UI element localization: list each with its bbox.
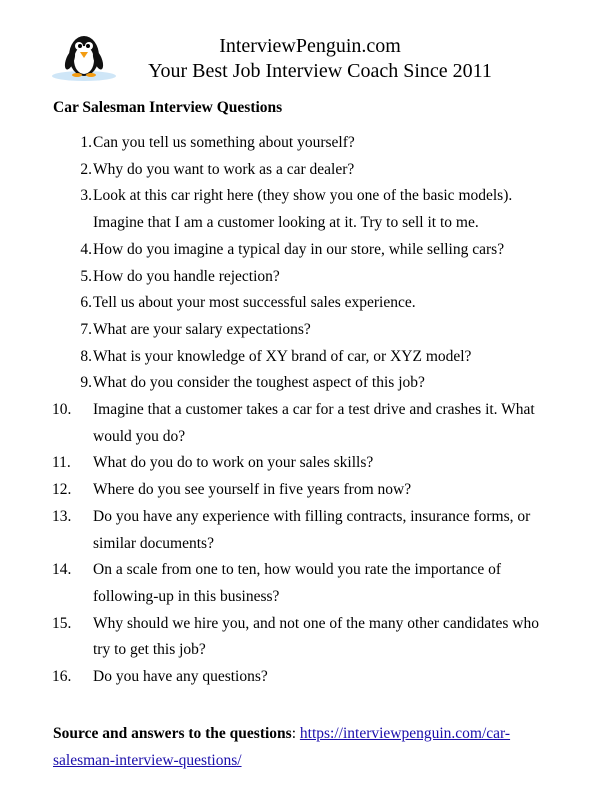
site-name: InterviewPenguin.com [219, 35, 401, 57]
source-note [53, 720, 553, 774]
question-item [53, 183, 553, 236]
question-text: Do you have any experience with filling contracts, insurance forms, or similar documents? [93, 507, 531, 552]
question-number: 12. [52, 481, 72, 499]
question-number: 15. [52, 614, 72, 632]
question-item [53, 477, 553, 504]
question-number: 4. [80, 240, 92, 258]
question-item [53, 290, 553, 317]
question-text: Do you have any questions? [93, 668, 268, 686]
question-number: 11. [52, 454, 71, 472]
question-number: 16. [52, 668, 72, 686]
question-item [53, 344, 553, 371]
question-number: 7. [80, 320, 92, 338]
question-number: 2. [80, 160, 92, 178]
question-number: 8. [80, 347, 92, 365]
question-text: Tell us about your most successful sales experience. [93, 294, 416, 312]
question-number: 1. [80, 134, 92, 151]
question-item [53, 450, 553, 477]
question-item [53, 504, 553, 557]
question-text: Where do you see yourself in five years from now? [93, 481, 412, 499]
question-number: 14. [52, 561, 72, 579]
question-item [53, 664, 553, 691]
question-text: Look at this car right here (they show you one of the basic models). Imagine that I am a customer looking at it. Try to sell it to me. [93, 187, 513, 232]
question-number: 13. [52, 507, 72, 525]
question-number: 5. [80, 267, 92, 285]
question-item [53, 370, 553, 397]
page-header [0, 0, 607, 90]
question-text: What do you do to work on your sales skills? [93, 454, 374, 472]
question-number: 9. [80, 374, 92, 392]
source-link[interactable]: https://interviewpenguin.com/car-salesman-interview-questions/ [53, 725, 511, 769]
question-item [53, 237, 553, 264]
question-text: What do you consider the toughest aspect of this job? [93, 374, 425, 392]
source-label: Source and answers to the questions [53, 725, 292, 742]
source-separator: : [291, 725, 300, 742]
question-list [53, 130, 553, 691]
question-number: 6. [80, 294, 92, 312]
question-item [53, 397, 553, 450]
question-text: Can you tell us something about yourself? [93, 134, 355, 151]
question-text: How do you handle rejection? [93, 267, 280, 285]
question-text: Why do you want to work as a car dealer? [93, 160, 355, 178]
question-item [53, 317, 553, 344]
question-number: 3. [80, 187, 92, 205]
question-text: What is your knowledge of XY brand of car, or XYZ model? [93, 347, 472, 365]
question-item [53, 264, 553, 291]
question-text: On a scale from one to ten, how would you rate the importance of following-up in this business? [93, 561, 502, 605]
question-text: What are your salary expectations? [93, 320, 311, 338]
question-item [53, 611, 553, 664]
question-text: Imagine that a customer takes a car for a test drive and crashes it. What would you do? [93, 401, 535, 445]
question-item [53, 157, 553, 184]
document-title: Car Salesman Interview Questions [53, 99, 283, 116]
question-text: Why should we hire you, and not one of the many other candidates who try to get this job? [93, 614, 539, 659]
question-number: 10. [52, 401, 72, 419]
question-item [53, 130, 553, 157]
site-tagline: Your Best Job Interview Coach Since 2011 [148, 60, 492, 82]
question-item [53, 557, 553, 610]
question-text: How do you imagine a typical day in our store, while selling cars? [93, 240, 505, 258]
